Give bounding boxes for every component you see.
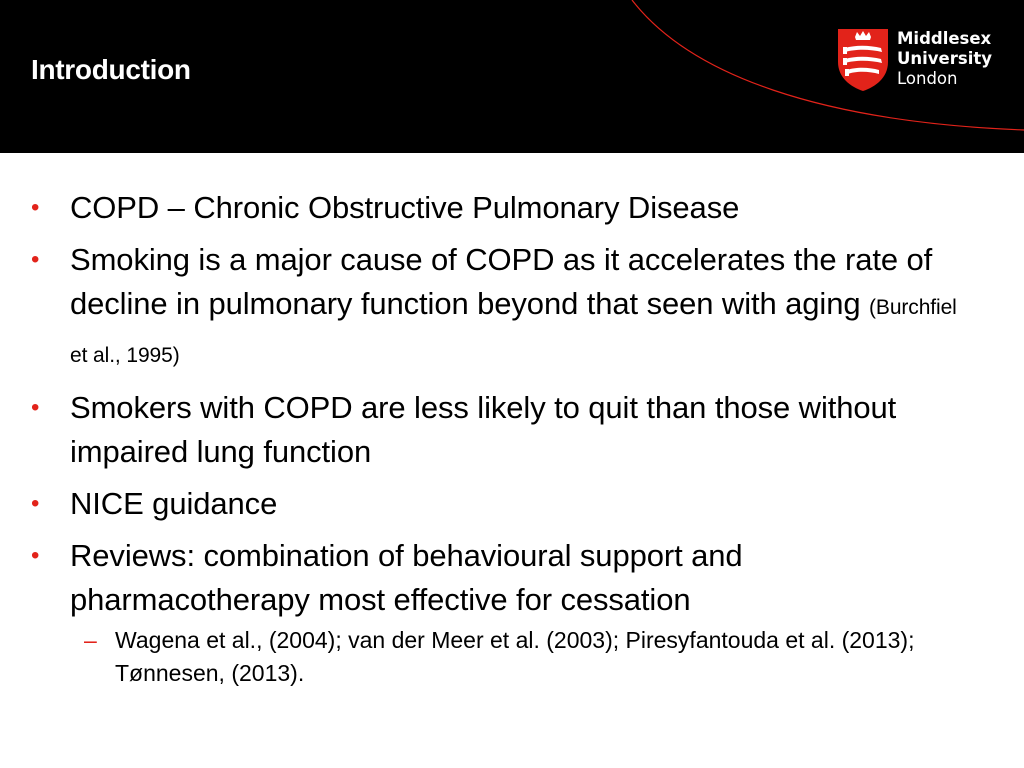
bullet-text: Smoking is a major cause of COPD as it accelerates the rate of decline in pulmonary function beyond that seen with aging [70, 242, 933, 321]
bullet-item [0, 238, 1024, 378]
logo-line-1: Middlesex [897, 29, 992, 48]
bullet-marker: • [31, 490, 40, 517]
logo-line-3: London [897, 69, 958, 88]
slide-header [0, 0, 1024, 153]
sub-bullet-list [0, 624, 1024, 690]
bullet-marker: • [31, 394, 40, 421]
slide-body [0, 186, 1024, 690]
bullet-item [0, 534, 1024, 622]
bullet-list [0, 186, 1024, 622]
bullet-marker: • [31, 246, 40, 273]
sub-bullet-item [0, 624, 1024, 690]
bullet-marker: • [31, 194, 40, 221]
bullet-citation: (Burchfiel et al., 1995) [70, 296, 957, 367]
sub-bullet-marker: – [84, 627, 97, 653]
bullet-item [0, 186, 1024, 230]
bullet-text: COPD – Chronic Obstructive Pulmonary Disease [70, 190, 740, 225]
university-logo [837, 28, 1007, 94]
bullet-text: NICE guidance [70, 486, 278, 521]
bullet-item [0, 386, 1024, 474]
slide-title: Introduction [31, 54, 191, 85]
bullet-marker: • [31, 542, 40, 569]
shield-icon [837, 28, 889, 92]
sub-bullet-text: Wagena et al., (2004); van der Meer et al. (2003); Piresyfantouda et al. (2013); Tønnesen, (2013). [115, 627, 915, 686]
bullet-item [0, 482, 1024, 526]
bullet-text: Reviews: combination of behavioural support and pharmacotherapy most effective for cessation [70, 538, 743, 617]
logo-wordmark [897, 29, 992, 89]
logo-line-2: University [897, 49, 993, 68]
bullet-text: Smokers with COPD are less likely to quit than those without impaired lung function [70, 390, 897, 469]
